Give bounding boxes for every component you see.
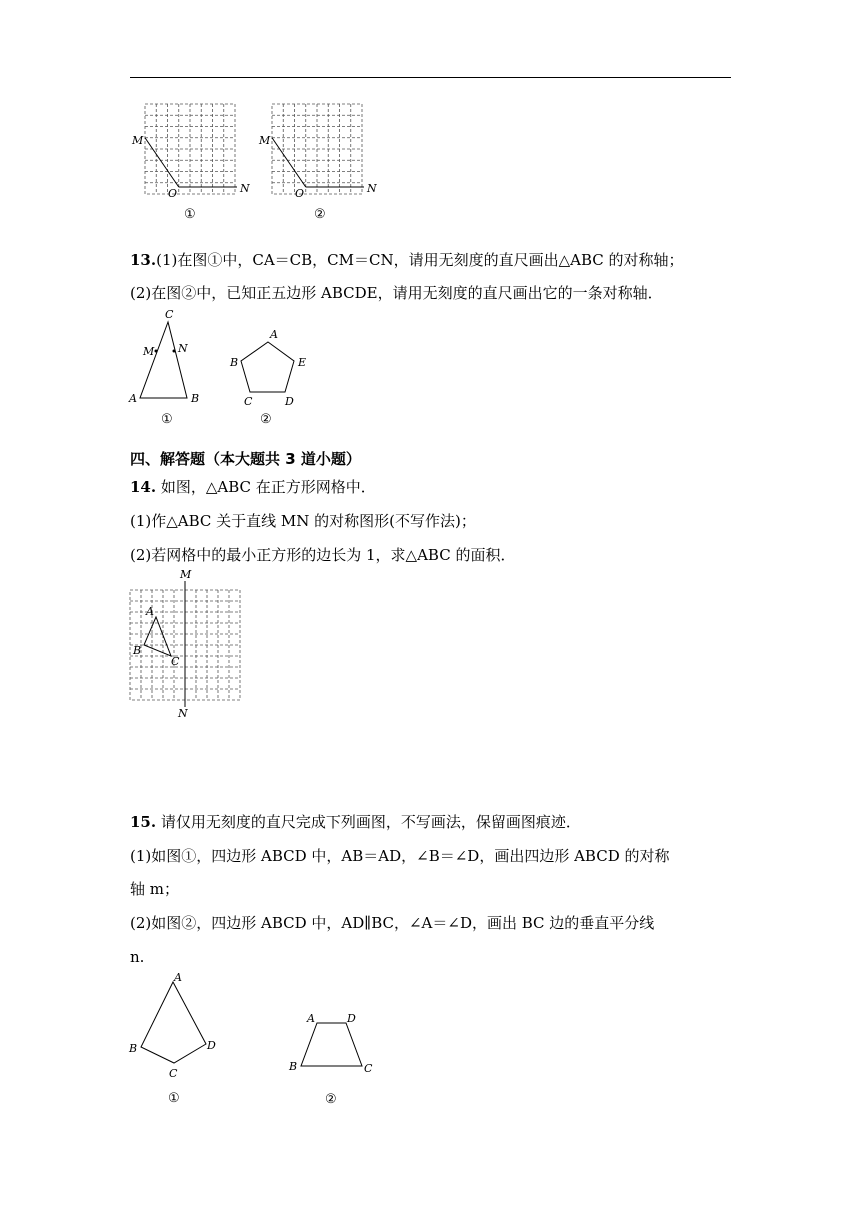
q15-line2: (1)如图①，四边形 ABCD 中，AB＝AD，∠B＝∠D，画出四边形 ABCD 的对称 [130,847,670,865]
kite-figure [125,965,225,1110]
q13-line1 [130,250,684,270]
q14-line1 [130,477,376,497]
label-m: M [180,568,192,581]
segment-mo [145,138,179,187]
q14-number: 14. [130,478,157,496]
label-m: M [132,134,144,147]
q15-line1 [130,812,581,832]
grid-figure-1 [130,100,250,225]
grid-figure-2 [257,100,382,225]
q15-line5: n. [130,948,145,966]
caption: ① [168,1091,180,1106]
label-e: E [298,356,307,369]
caption: ② [260,412,272,427]
q13-number: 13. [130,251,157,269]
label-m: M [143,345,155,358]
label-a: A [129,392,137,405]
section-title: 四、解答题（本大题共 3 道小题） [130,450,361,468]
label-a: A [174,971,182,984]
label-c: C [171,655,180,668]
label-n: N [240,182,250,195]
label-b: B [129,1042,138,1055]
label-n: N [178,342,188,355]
trapezoid-figure [285,1005,380,1110]
label-d: D [347,1012,356,1025]
label-c: C [244,395,253,408]
label-a: A [307,1012,315,1025]
label-b: B [133,644,142,657]
header-rule [130,77,731,78]
label-m: M [259,134,271,147]
caption: ② [325,1092,337,1107]
grid-lines [145,104,235,194]
q15-text1: 请仅用无刻度的直尺完成下列画图，不写画法，保留画图痕迹． [156,813,581,831]
q15-line4: (2)如图②，四边形 ABCD 中，AD∥BC，∠A＝∠D，画出 BC 边的垂直平分线 [130,914,655,932]
q14-line2: (1)作△ABC 关于直线 MN 的对称图形(不写作法)； [130,512,476,530]
label-n: N [178,707,188,720]
point-m [155,350,158,353]
caption: ② [314,207,326,222]
label-d: D [207,1039,216,1052]
label-b: B [289,1060,298,1073]
label-a: A [146,605,154,618]
label-o: O [295,187,305,200]
caption: ① [184,207,196,222]
label-o: O [168,187,178,200]
grid-lines [272,104,362,194]
triangle-figure [125,305,210,430]
label-n: N [367,182,377,195]
q15-number: 15. [130,813,157,831]
q13-text1: (1)在图①中，CA＝CB，CM＝CN，请用无刻度的直尺画出△ABC 的对称轴； [156,251,684,269]
label-a: A [270,328,278,341]
label-d: D [285,395,294,408]
label-b: B [230,356,239,369]
label-c: C [169,1067,178,1080]
q14-grid-figure [125,565,250,720]
segment-mo [272,138,306,187]
q15-line3: 轴 m； [130,880,179,898]
label-b: B [191,392,200,405]
q13-line2: (2)在图②中，已知正五边形 ABCDE，请用无刻度的直尺画出它的一条对称轴． [130,284,663,302]
caption: ① [161,412,173,427]
label-c: C [364,1062,373,1075]
q14-text1: 如图，△ABC 在正方形网格中． [156,478,376,496]
point-n [173,350,176,353]
label-c: C [165,308,174,321]
pentagon-figure [228,325,313,430]
q14-line3: (2)若网格中的最小正方形的边长为 1，求△ABC 的面积． [130,546,516,564]
